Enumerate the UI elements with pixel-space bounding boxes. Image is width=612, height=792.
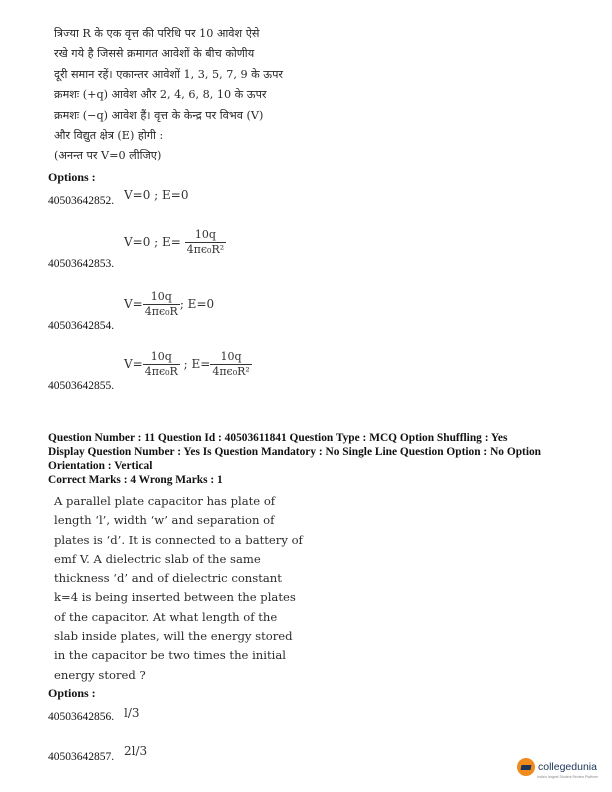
q1-line: क्रमशः (−q) आवेश हैं। वृत्त के केन्द्र पर विभव (V) [54,108,264,122]
option-answer [124,228,226,257]
q1-line: रखे गये है जिससे क्रमागत आवेशों के बीच कोणीय [54,47,255,61]
fraction-numerator: 10q [143,350,180,365]
q1-line: (अनन्त पर V=0 लीजिए) [54,149,162,163]
q1-line: क्रमशः (+q) आवेश और 2, 4, 6, 8, 10 के ऊपर [54,88,267,102]
q2-line: length ‘l’, width ‘w’ and separation of [54,513,275,528]
q1-line: दूरी समान रहें। एकान्तर आवेशों 1, 3, 5, 7, 9 के ऊपर [54,67,283,81]
option-answer: V= $\frac{10q}{\text{4πϵ₀R}}$ ; E=0 [124,290,215,318]
option-id: 40503642857. [48,751,115,763]
question-2-text [54,492,303,685]
fraction [143,350,180,379]
fraction [210,350,252,379]
logo-name: collegedunia [538,761,597,773]
fraction-denominator: 4πϵ₀R² [212,365,250,378]
q2-line: emf V. A dielectric slab of the same [54,551,261,566]
q2-line: plates is ‘d’. It is connected to a battery of [54,532,303,547]
option-answer: V= $\frac{10q}{\text{4πϵ₀R}}$ ; E= $\frac{10q}{\text{4πϵ₀R²}}$ [124,350,250,378]
option-id: 40503642855. [48,380,115,392]
graduation-cap-icon [517,758,535,776]
q2-line: A parallel plate capacitor has plate of [54,494,276,508]
question-1-text [54,24,299,167]
option-id: 40503642853. [48,258,115,270]
option-answer: l/3 [124,706,140,720]
fraction-numerator: 10q [185,228,227,243]
fraction-denominator: 4πϵ₀R [144,305,178,318]
marks-line: Correct Marks : 4 Wrong Marks : 1 [48,474,223,486]
option-id: 40503642856. [48,711,115,723]
meta-line: Display Question Number : Yes Is Question Mandatory : No Single Line Question Option : No Option [48,446,542,458]
q2-line: of the capacitor. At what length of the [54,609,278,624]
fraction [143,290,180,319]
option-id: 40503642854. [48,320,115,332]
meta-line: Orientation : Vertical [48,460,153,472]
fraction-numerator: 10q [143,290,180,305]
options-label: Options : [48,170,96,184]
question-meta [48,431,608,487]
option-id: 40503642852. [48,195,115,207]
q2-line: k=4 is being inserted between the plates [54,590,296,605]
options-label: Options : [48,686,96,700]
q2-line: thickness ‘d’ and of dielectric constant [54,571,282,586]
q1-line: त्रिज्या R के एक वृत्त की परिधि पर 10 आवेश ऐसे [54,27,260,40]
option-answer: 2l/3 [124,744,148,758]
meta-line: Question Number : 11 Question Id : 40503611841 Question Type : MCQ Option Shuffling : Yes [48,432,508,444]
fraction-numerator: 10q [210,350,252,365]
logo-tagline: India's largest Student Review Platform [537,775,598,779]
q2-line: slab inside plates, will the energy stored [54,629,293,644]
q1-line: और विद्युत क्षेत्र (E) होगी : [54,129,164,143]
option-answer: V=0 ; E=0 [124,188,189,202]
q2-line: energy stored ? [54,667,146,682]
fraction [185,228,227,257]
fraction-denominator: 4πϵ₀R² [186,243,225,256]
collegedunia-logo [517,758,597,776]
option-e-part: ; E=0 [179,297,215,311]
option-v-part: V=0 ; E= [124,235,181,249]
fraction-denominator: 4πϵ₀R [144,365,178,378]
q2-line: in the capacitor be two times the initial [54,648,286,663]
